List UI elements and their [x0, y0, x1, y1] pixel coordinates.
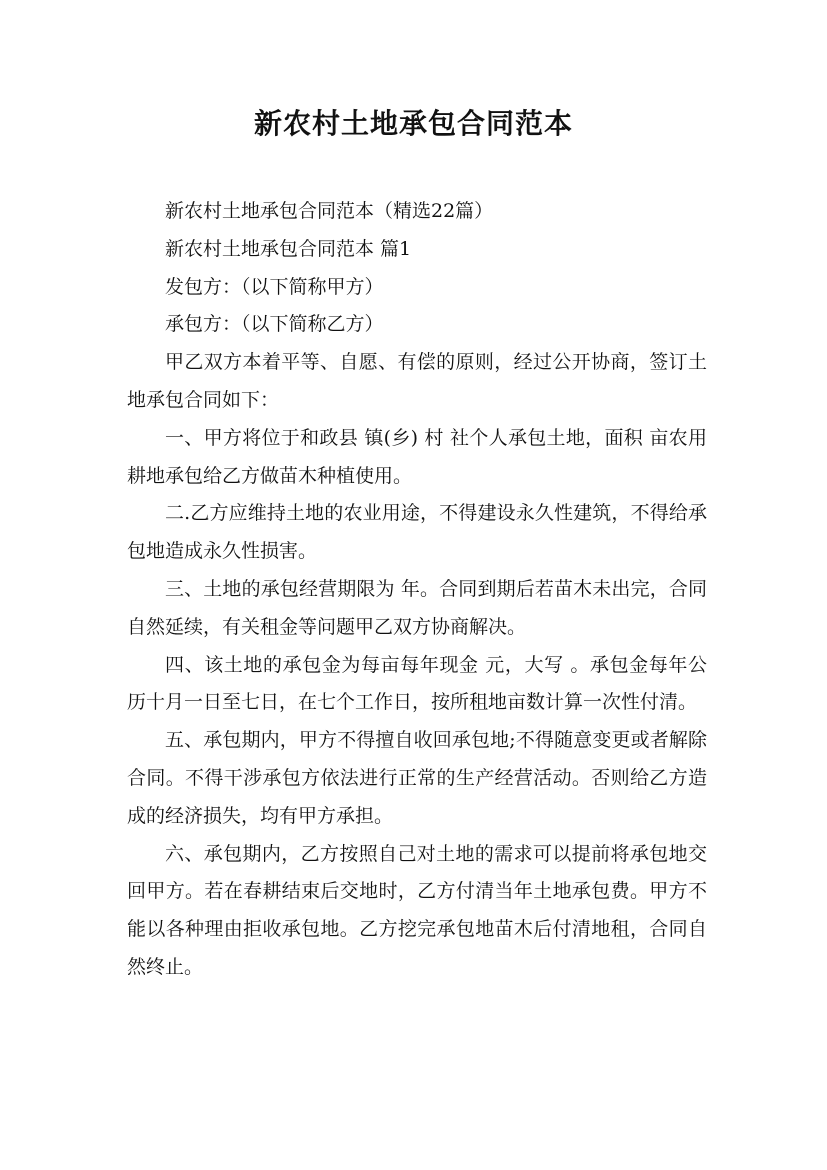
- summary-line: 新农村土地承包合同范本（精选22篇）: [165, 200, 494, 222]
- clause-3-paragraph: 三、土地的承包经营期限为 年。合同到期后若苗木未出完，合同自然延续，有关租金等问题甲乙双方协商解决。: [127, 577, 707, 638]
- party-a-line: 发包方：（以下简称甲方）: [165, 275, 384, 298]
- clause-6-paragraph: 六、承包期内，乙方按照自己对土地的需求可以提前将承包地交回甲方。若在春耕结束后交地时，乙方付清当年土地承包费。甲方不能以各种理由拒收承包地。乙方挖完承包地苗木后付清地租，合同自然终止。: [127, 842, 707, 978]
- section-heading: 新农村土地承包合同范本 篇1: [165, 237, 412, 260]
- document-title: 新农村土地承包合同范本: [253, 107, 573, 140]
- preamble-paragraph: 甲乙双方本着平等、自愿、有偿的原则，经过公开协商，签订土地承包合同如下：: [127, 351, 707, 411]
- clause-1-paragraph: 一、甲方将位于和政县 镇(乡) 村 社个人承包土地，面积 亩农用耕地承包给乙方做苗木种植使用。: [127, 426, 707, 487]
- party-b-line: 承包方：（以下简称乙方）: [165, 313, 384, 336]
- clause-4-paragraph: 四、该土地的承包金为每亩每年现金 元，大写 。承包金每年公历十月一日至七日，在七个工作日，按所租地亩数计算一次性付清。: [127, 653, 707, 714]
- clause-2-paragraph: 二.乙方应维持土地的农业用途，不得建设永久性建筑，不得给承包地造成永久性损害。: [127, 502, 707, 563]
- document-body: [127, 193, 707, 987]
- clause-5-paragraph: 五、承包期内，甲方不得擅自收回承包地;不得随意变更或者解除合同。不得干涉承包方依法进行正常的生产经营活动。否则给乙方造成的经济损失，均有甲方承担。: [127, 729, 707, 827]
